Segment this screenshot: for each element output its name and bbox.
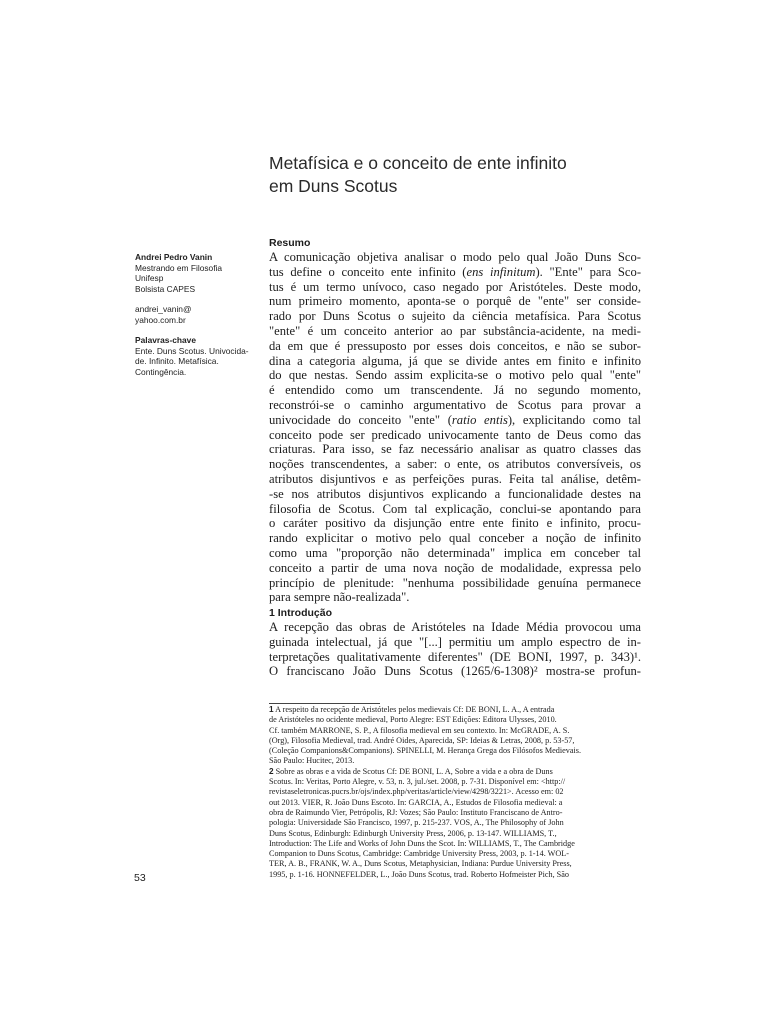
footnote-line	[269, 839, 641, 849]
keywords-line: Contingência.	[135, 366, 187, 377]
footnotes	[269, 705, 641, 880]
footnote-line	[269, 705, 641, 715]
text-line: criaturas. Para isso, se faz necessário analisar as quatro classes das	[269, 442, 641, 457]
footnote-text: Introduction: The Life and Works of John Duns the Scot. In: WILLIAMS, T., The Cambridge	[269, 838, 575, 848]
text-line: A recepção das obras de Aristóteles na Idade Média provocou uma	[269, 620, 641, 634]
footnote-line	[269, 829, 641, 839]
abstract-body	[269, 250, 641, 605]
footnote-line	[269, 726, 641, 736]
footnote-text: (Coleção Companions&Companions). SPINELLI, M. Herança Grega dos Filósofos Medievais.	[269, 746, 581, 756]
text-line: reconstrói-se o caminho argumentativo de Scotus para provar a	[269, 397, 641, 412]
text-line: "ente" é um conceito anterior ao par substância-acidente, na medi-	[269, 323, 641, 338]
footnote-line	[269, 756, 641, 766]
text-line: da em que é pressuposto por esses dois conceitos, e não se subor-	[269, 338, 641, 353]
footnote-text: TER, A. B., FRANK, W. A., Duns Scotus, Metaphysician, Indiana: Purdue University Press,	[269, 859, 572, 869]
text-line: princípio de plenitude: "nenhuma possibilidade genuína permanece	[269, 575, 641, 590]
text-line: é entendido como um transcendente. Já no segundo momento,	[269, 383, 641, 398]
latin-term: ens infinitum	[466, 264, 536, 279]
text-line: num primeiro momento, aponta-se o porquê de "ente" ser conside-	[269, 294, 641, 309]
text-line: do que nestas. Sendo assim explicita-se o motivo pelo qual "ente"	[269, 368, 641, 383]
footnote-text: revistaseletronicas.pucrs.br/ojs/index.php/veritas/article/view/4298/3221>. Acesso em: 02	[269, 787, 564, 797]
author-affiliation-line: Bolsista CAPES	[135, 283, 196, 294]
text-line: atributos disjuntivos e as perfeições puras. Feita tal análise, detêm-	[269, 471, 641, 486]
text-line: dina a categoria alguma, já que se divide antes em finito e infinito	[269, 353, 641, 368]
introduction-body	[269, 620, 641, 679]
footnote-text: (Org), Filosofia Medieval, trad. André Oides, Aparecida, SP: Ideias & Letras, 2008, p. 53-57,	[269, 735, 575, 745]
author-email-line: yahoo.com.br	[135, 314, 186, 325]
footnote-text: Companion to Duns Scotus, Cambridge: Cambridge University Press, 2003, p. 1-14. WOL-	[269, 849, 570, 859]
text-line: O franciscano João Duns Scotus (1265/6-1308)² mostra-se profun-	[269, 664, 641, 679]
text-line: A comunicação objetiva analisar o modo pelo qual João Duns Sco-	[269, 250, 641, 264]
keywords-line: Ente. Duns Scotus. Univocida-	[135, 345, 249, 356]
footnote-line	[269, 870, 641, 880]
keywords-label: Palavras-chave	[135, 335, 196, 345]
text-line: tus é um termo unívoco, caso negado por Aristóteles. Deste modo,	[269, 279, 641, 294]
footnote-number: 1	[269, 705, 274, 714]
footnote-line	[269, 818, 641, 828]
abstract-heading: Resumo	[269, 237, 311, 249]
author-sidebar	[135, 252, 260, 377]
footnote-text: out 2013. VIER, R. João Duns Escoto. In: GARCIA, A., Estudos de Filosofia medieval: a	[269, 797, 563, 807]
footnote-line	[269, 808, 641, 818]
footnote-divider	[269, 703, 380, 704]
text-line: o caráter positivo da disjunção entre ente finito e infinito, procu-	[269, 516, 641, 531]
footnote-text: Sobre as obras e a vida de Scotus Cf: DE BONI, L. A, Sobre a vida e a obra de Duns	[275, 766, 553, 776]
title-line-1: Metafísica e o conceito de ente infinito	[269, 153, 567, 173]
text-line: filosofia de Scotus. Com tal explicação, conclui-se apontando para	[269, 501, 641, 516]
footnote-text: obra de Raimundo Vier, Petrópolis, RJ: Vozes; São Paulo: Instituto Franciscano de Antro-	[269, 807, 563, 817]
author-name: Andrei Pedro Vanin	[135, 252, 213, 262]
footnote-text: Cf. também MARRONE, S. P., A filosofia medieval em seu contexto. In: McGRADE, A. S.	[269, 725, 570, 735]
text-line: para sempre não-realizada".	[269, 590, 410, 605]
footnote-text: Duns Scotus, Edinburgh: Edinburgh University Press, 2006, p. 13-147. WILLIAMS, T.,	[269, 828, 557, 838]
footnote-line	[269, 715, 641, 725]
text-line: -se nos atributos disjuntivos explicando a funcionalidade destes na	[269, 486, 641, 501]
footnote-text: A respeito da recepção de Aristóteles pelos medievais Cf: DE BONI, L. A., A entrada	[275, 705, 555, 714]
keywords-line: de. Infinito. Metafísica.	[135, 356, 219, 366]
footnote-text: São Paulo: Hucitec, 2013.	[269, 756, 355, 766]
title-line-2: em Duns Scotus	[269, 176, 398, 196]
footnote-line	[269, 787, 641, 797]
footnote-line	[269, 767, 641, 777]
text-line: univocidade do conceito "ente" (ratio entis), explicitando como tal	[269, 412, 641, 427]
footnote-text: pologia: Universidade São Francisco, 1997, p. 215-237. VOS, A., The Philosophy of John	[269, 818, 564, 828]
footnote-line	[269, 746, 641, 756]
footnote-line	[269, 777, 641, 787]
text-line: conceito pode ser predicado univocamente tanto de Deus como das	[269, 427, 641, 442]
author-affiliation-line: Mestrando em Filosofia	[135, 262, 223, 273]
text-line: noções transcendentes, a saber: o ente, os atributos conversíveis, os	[269, 457, 641, 472]
author-affiliation-line: Unifesp	[135, 273, 164, 283]
latin-term: ratio entis	[451, 412, 508, 427]
text-line: tus define o conceito ente infinito (ens infinitum). "Ente" para Sco-	[269, 264, 642, 279]
footnote-number: 2	[269, 766, 274, 776]
text-line: rado por Duns Scotus o sujeito da ciência metafísica. Para Scotus	[269, 309, 641, 324]
text-line: rando explicitar o motivo pelo qual conceber a noção de infinito	[269, 531, 641, 546]
text-line: como uma "proporção não determinada" implica em conceber tal	[269, 545, 641, 560]
footnote-line	[269, 736, 641, 746]
footnote-line	[269, 859, 641, 869]
text-line: guinada intelectual, já que "[...] permitiu um amplo espectro de in-	[269, 634, 641, 649]
footnote-line	[269, 849, 641, 859]
text-line: conceito a partir de uma nova noção de modalidade, expressa pelo	[269, 560, 641, 575]
text-line: terpretações qualitativamente diferentes" (DE BONI, 1997, p. 343)¹.	[269, 649, 641, 664]
footnote-line	[269, 798, 641, 808]
page-number: 53	[134, 872, 146, 884]
author-email-line: andrei_vanin@	[135, 304, 192, 314]
footnote-text: Scotus. In: Veritas, Porto Alegre, v. 53, n. 3, jul./set. 2008, p. 7-31. Disponível em: <http://	[269, 777, 566, 787]
article-title	[269, 152, 649, 198]
footnote-text: 1995, p. 1-16. HONNEFELDER, L., João Duns Scotus, trad. Roberto Hofmeister Pich, São	[269, 869, 569, 879]
footnote-text: de Aristóteles no ocidente medieval, Porto Alegre: EST Edições: Editora Ulysses, 2010.	[269, 715, 557, 725]
introduction-heading: 1 Introdução	[269, 607, 333, 619]
